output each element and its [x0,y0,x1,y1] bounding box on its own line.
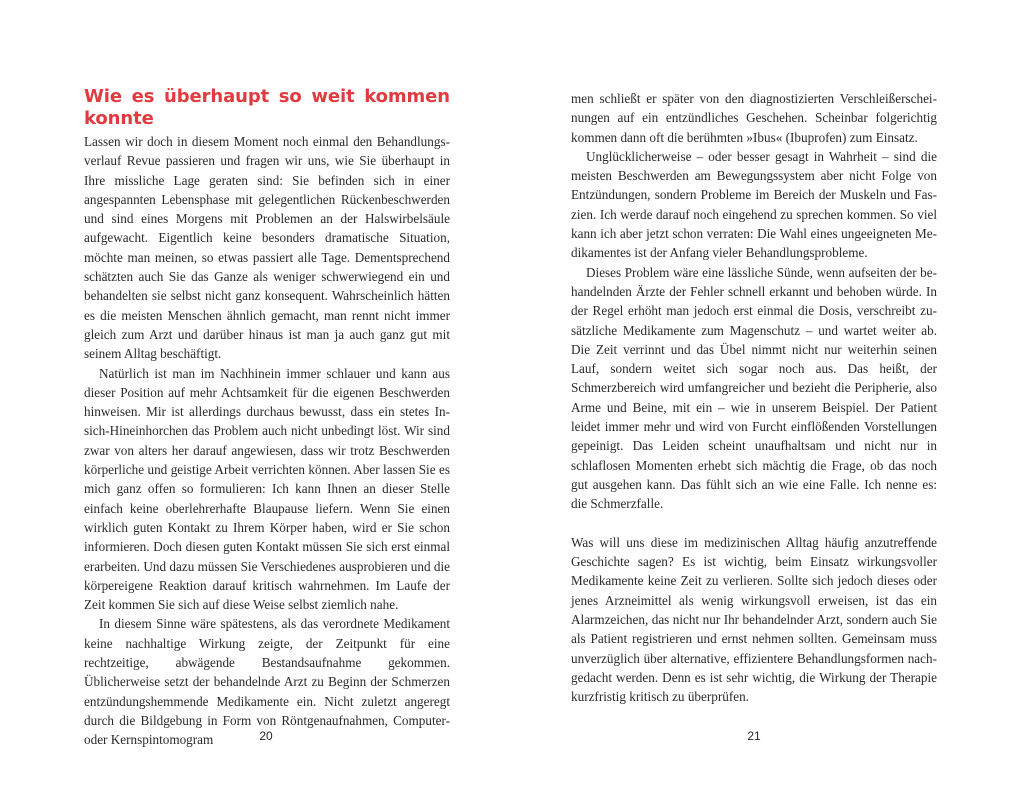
right-text-column [571,89,937,707]
left-text-column [84,86,450,750]
paragraph: In diesem Sinne wäre spätestens, als das verordnete Medikament keine nachhaltige Wirkung zeigte, der Zeitpunkt für eine rechtzeitige, abwägende Bestandsaufnahme gekommen. Üblicherweise setzt der behandelnde Arzt zu Beginn der Schmerzen entzündungshemmende Medikamente ein. Nicht zuletzt angeregt durch die Bildgebung in Form von Röntgenaufnahmen, Computer- oder Kernspintomogram [84,616,450,748]
paragraph: Was will uns diese im medizinischen Alltag häufig anzutreffende Geschichte sagen? Es ist wichtig, beim Einsatz wirkungsvoller Medikamente keine Zeit zu verlieren. Sollte sich jedoch dieses oder jenes Arzneimittel als wenig wirkungsvoll erweisen, ist das ein Alarmzeichen, das nicht nur Ihr behandelnder Arzt, sondern auch Sie als Patient registrieren und ernst nehmen sollten. Gemeinsam muss unverzüglich über alternative, effizientere Behandlungsformen nachgedacht werden. Denn es ist sehr wichtig, die Wirkung der Therapie kurzfristig kritisch zu überprüfen. [571,534,937,705]
page-number: 20 [259,729,273,743]
paragraph: men schließt er später von den diagnostizierten Verschleißerscheinungen auf ein entzündliches Geschehen. Scheinbar folgerichtig kommen dann oft die berühmten »Ibus« (Ibuprofen) zum Einsatz. [571,91,937,145]
paragraph: Lassen wir doch in diesem Moment noch einmal den Behandlungsverlauf Revue passieren und fragen wir uns, wie Sie überhaupt in Ihre missliche Lage geraten sind: Sie befinden sich in einer angespannten Lebensphase mit gelegentlichen Rückenbeschwerden und sind eines Morgens mit Problemen an der Halswirbelsäule aufgewacht. Eigentlich keine besonders dramatische Situation, möchte man meinen, so etwas passiert alle Tage. Dementsprechend schätzten auch Sie das Ganze als weniger schwerwiegend ein und behandelten sie selbst nicht ganz konsequent. Wahrscheinlich hätten es die meisten Menschen ähnlich gemacht, man rennt nicht immer gleich zum Arzt und darüber hinaus ist man ja auch ganz gut mit seinem Alltag beschäftigt. [84,134,450,362]
paragraph: Dieses Problem wäre eine lässliche Sünde, wenn aufseiten der behandelnden Ärzte der Fehler schnell erkannt und behoben würde. In der Regel erhöht man jedoch erst einmal die Dosis, verschreibt zusätzliche Medikamente zum Magenschutz – und wartet weiter ab. Die Zeit verrinnt und das Übel nimmt nicht nur weiterhin seinen Lauf, sondern weitet sich sogar noch aus. Das heißt, der Schmerzbereich wird umfangreicher und bezieht die Peripherie, also Arme und Beine, mit ein – wie in unserem Beispiel. Der Patient leidet immer mehr und wird von Furcht einflößenden Vorstellungen gepeinigt. Das Leiden scheint unaufhaltsam und nicht nur in schlaflosen Momenten erhebt sich mächtig die Frage, ob das noch gut ausgehen kann. Das fühlt sich an wie eine Falle. Ich nenne es: die Schmerzfalle. [571,264,937,512]
paragraph: Unglücklicherweise – oder besser gesagt in Wahrheit – sind die meisten Beschwerden am Bewegungssystem aber nicht Folge von Entzündungen, sondern Probleme im Bereich der Muskeln und Faszien. Ich werde darauf noch eingehend zu sprechen kommen. So viel kann ich aber jetzt schon verraten: Die Wahl eines ungeeigneten Medikamentes ist der Anfang vieler Behandlungsprobleme. [571,148,937,261]
page-number: 21 [747,729,761,743]
section-heading: Wie es überhaupt so weit kommen konnte [84,86,450,129]
right-page [510,0,1020,793]
paragraph: Natürlich ist man im Nachhinein immer schlauer und kann aus dieser Position auf mehr Achtsamkeit für die eigenen Beschwerden hinweisen. Mir ist allerdings durchaus bewusst, dass ein stetes Insich-Hineinhorchen das Problem auch nicht unbedingt löst. Wir sind zwar von alters her darauf angewiesen, dass wir trotz Beschwerden körperliche und geistige Arbeit verrichten können. Aber lassen Sie es mich ganz offen so formulieren: Ich kann Ihnen an dieser Stelle einfach keine oberlehrerhafte Blaupause liefern. Wenn Sie einen wirklich guten Kontakt zu Ihrem Körper haben, wird er Sie schon informieren. Doch diesen guten Kontakt müssen Sie sich erst einmal erarbeiten. Und dazu müssen Sie Verschiedenes ausprobieren und die körpereigene Reaktion darauf kritisch wahrnehmen. Im Laufe der Zeit kommen Sie sich auf diese Weise selbst ziemlich nahe. [84,365,450,613]
